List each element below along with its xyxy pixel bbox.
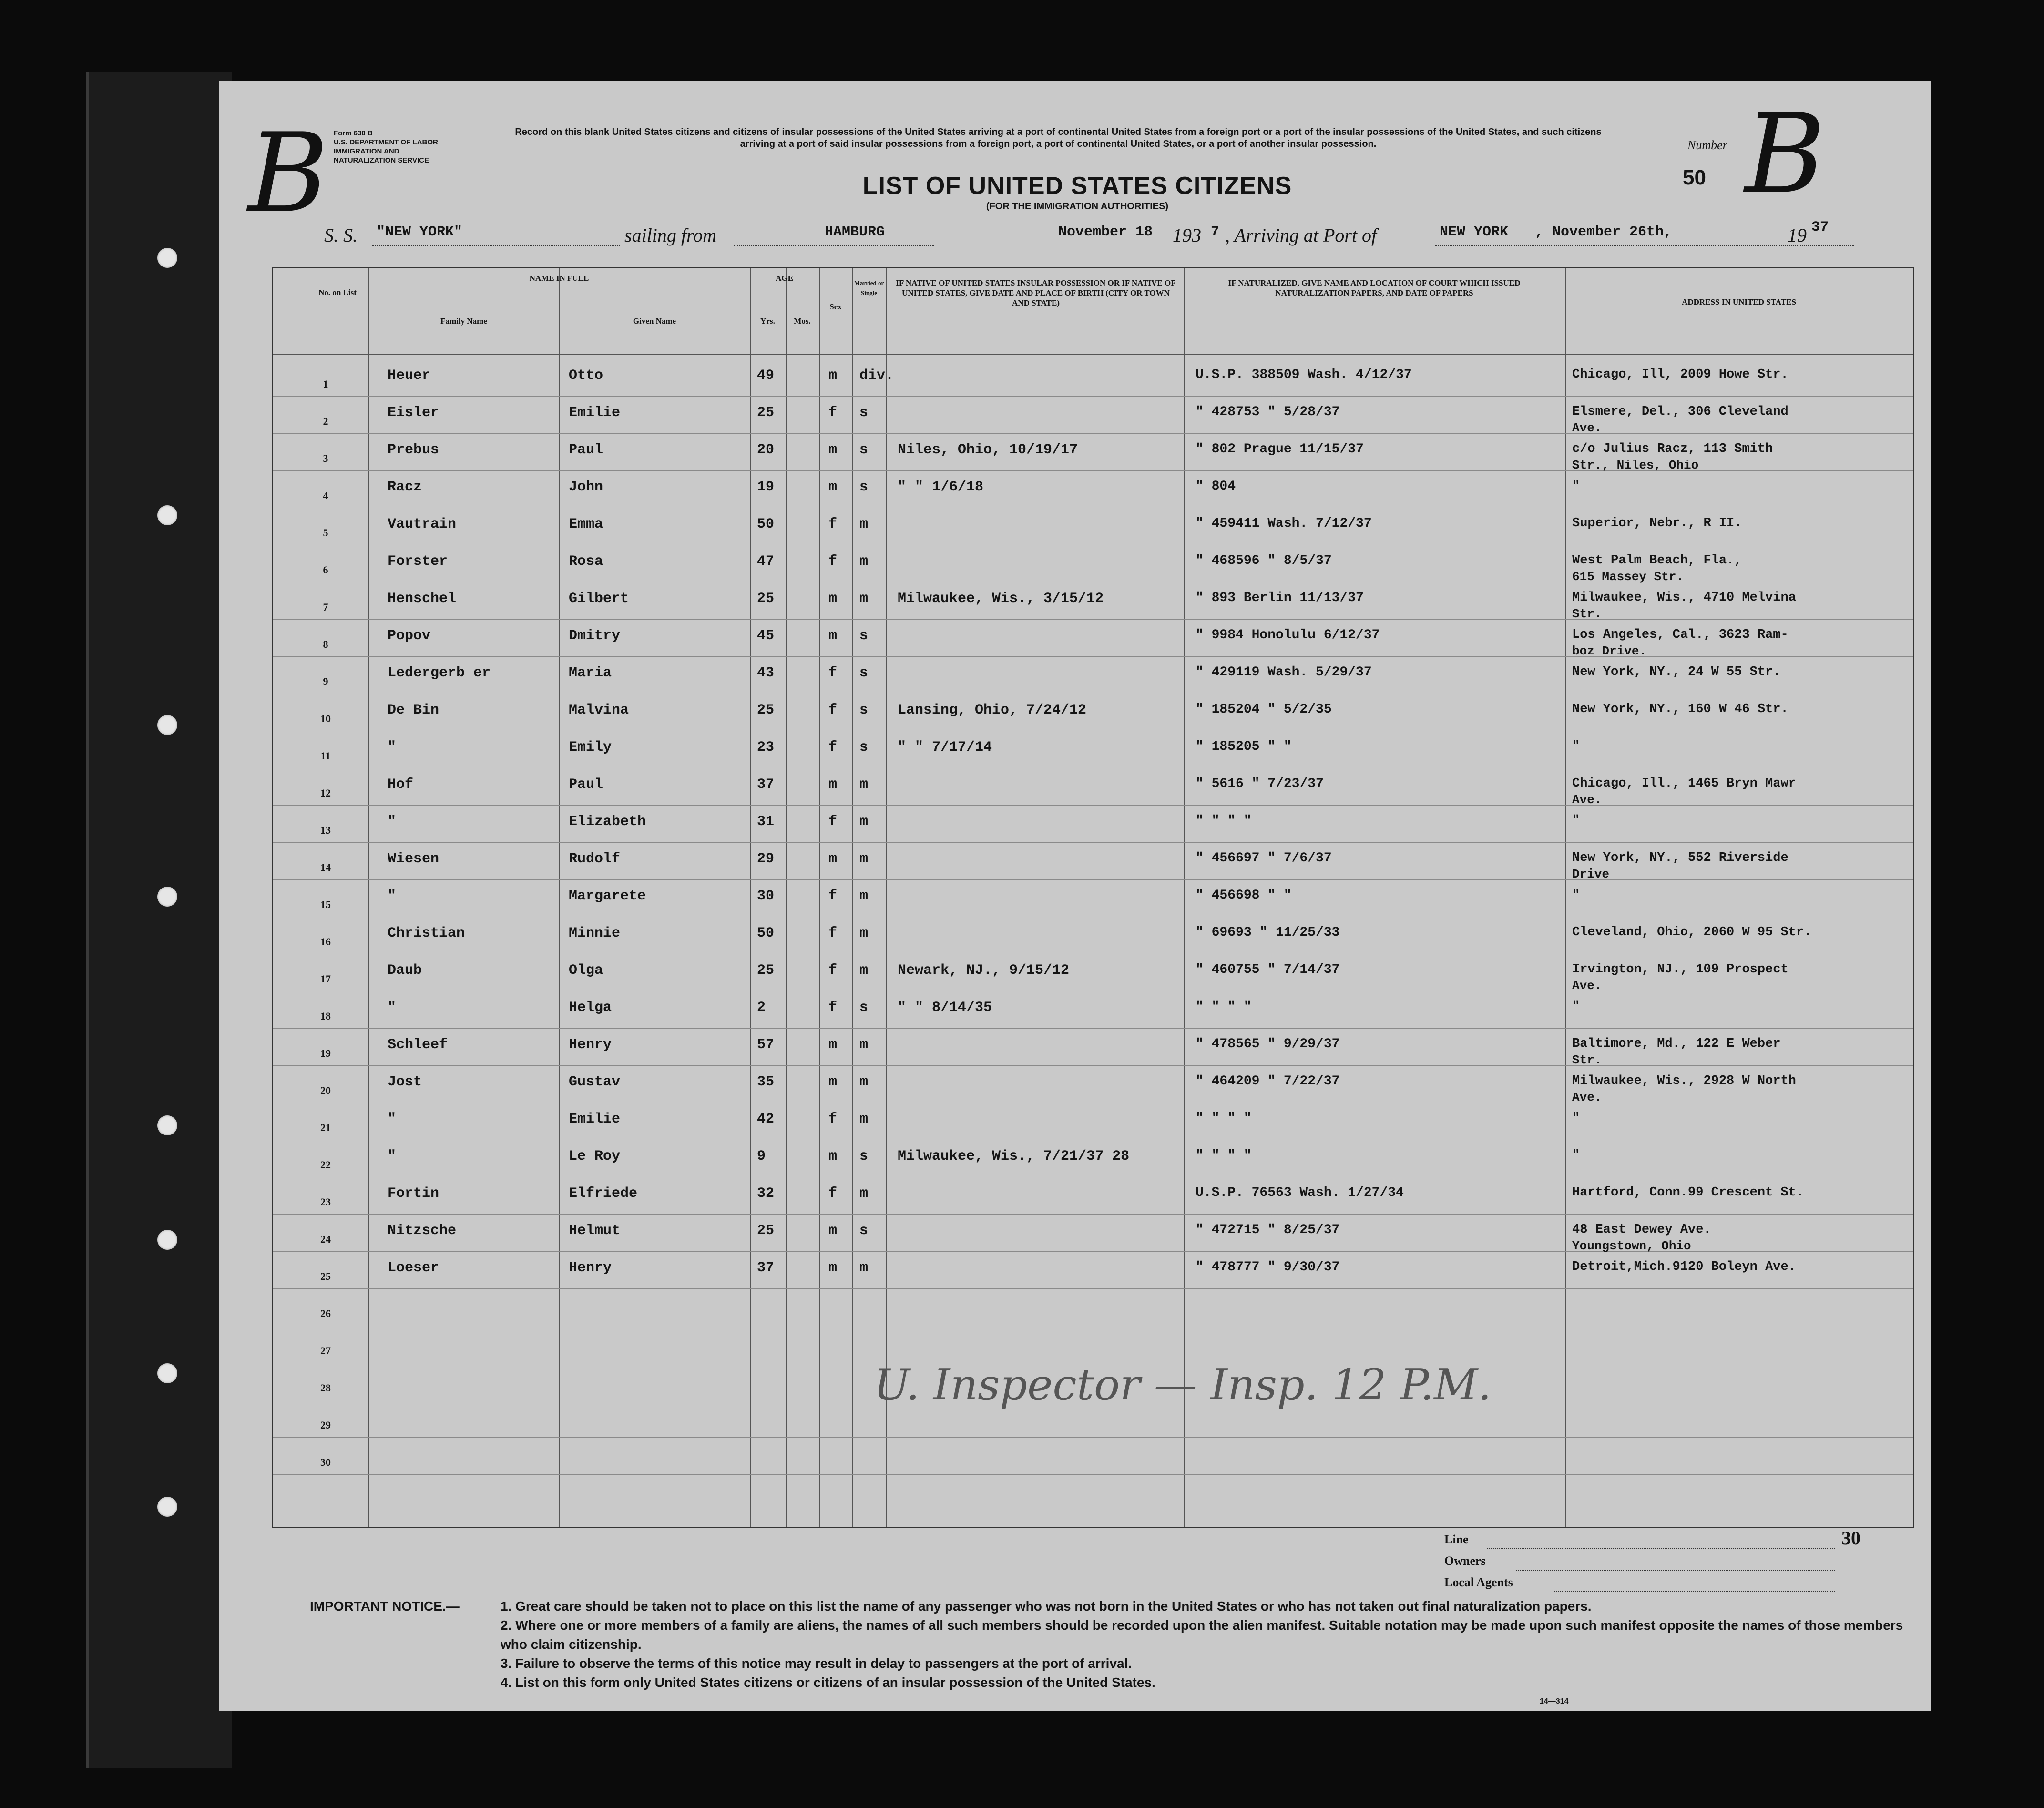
ruled-line <box>273 396 1913 397</box>
naturalization-cell: " 804 <box>1196 479 1236 494</box>
inspector-signature: U. Inspector — Insp. 12 P.M. <box>874 1360 1492 1410</box>
notice-item-4: 4. List on this form only United States citizens or citizens of an insular possession of the United States. <box>501 1675 1155 1690</box>
sailing-label: sailing from <box>624 225 716 246</box>
row-number: 17 <box>320 973 331 985</box>
notice-item-3: 3. Failure to observe the terms of this notice may result in delay to passengers at the port of arrival. <box>501 1656 1132 1671</box>
sex-cell: f <box>828 1185 838 1202</box>
notice-heading: IMPORTANT NOTICE.— <box>310 1599 460 1614</box>
given-name-cell: Emma <box>569 516 603 532</box>
family-name-cell: " <box>388 1111 397 1127</box>
arrival-date: , November 26th, <box>1535 224 1673 240</box>
address-cell: 48 East Dewey Ave. <box>1572 1223 1711 1237</box>
notice-item-1: 1. Great care should be taken not to place on this list the name of any passenger who was not born in the United States or who has not taken out final naturalization papers. <box>501 1599 1592 1614</box>
marital-status-cell: s <box>859 628 869 644</box>
form-letter-left: B <box>248 110 329 237</box>
family-name-cell: " <box>388 814 397 830</box>
family-name-cell: Vautrain <box>388 516 457 532</box>
marital-status-cell: m <box>859 553 869 570</box>
notice-item-2: 2. Where one or more members of a family are aliens, the names of all such members should be recorded upon the alien manifest. Suitable notation may be made upon such manifest opposite the names of those members who claim citizenship. <box>501 1618 1903 1652</box>
binder-hole <box>157 248 177 268</box>
given-name-cell: Henry <box>569 1260 612 1276</box>
family-name-cell: Daub <box>388 962 422 979</box>
ruled-line <box>273 1437 1913 1438</box>
naturalization-cell: " 185204 " 5/2/35 <box>1196 702 1332 717</box>
family-name-cell: Schleef <box>388 1037 448 1053</box>
naturalization-cell: " 9984 Honolulu 6/12/37 <box>1196 628 1380 643</box>
age-years-cell: 32 <box>757 1185 775 1202</box>
ruled-line <box>273 1214 1913 1215</box>
naturalization-cell: " 456698 " " <box>1196 888 1292 903</box>
family-name-cell: Forster <box>388 553 448 570</box>
family-name-cell: Racz <box>388 479 422 495</box>
naturalization-cell: " 464209 " 7/22/37 <box>1196 1074 1340 1089</box>
address-cell: New York, NY., 552 Riverside <box>1572 851 1788 865</box>
naturalization-cell: " 802 Prague 11/15/37 <box>1196 442 1364 457</box>
address-line2-cell: boz Drive. <box>1572 644 1647 658</box>
sex-cell: f <box>828 814 838 830</box>
address-line2-cell: Youngstown, Ohio <box>1572 1239 1691 1253</box>
col-age: AGE <box>776 274 793 283</box>
address-cell: " <box>1572 888 1580 902</box>
col-mos: Mos. <box>794 317 811 326</box>
age-years-cell: 45 <box>757 628 775 644</box>
family-name-cell: " <box>388 888 397 904</box>
sex-cell: m <box>828 776 838 793</box>
address-cell: Cleveland, Ohio, 2060 W 95 Str. <box>1572 925 1812 940</box>
address-cell: " <box>1572 1111 1580 1125</box>
address-cell: Hartford, Conn.99 Crescent St. <box>1572 1185 1804 1200</box>
family-name-cell: Ledergerb er <box>388 665 491 681</box>
age-years-cell: 25 <box>757 591 775 607</box>
marital-status-cell: m <box>859 962 869 979</box>
ruled-line <box>273 805 1913 806</box>
col-married: Married or Single <box>854 279 884 296</box>
sex-cell: f <box>828 1000 838 1016</box>
marital-status-cell: s <box>859 479 869 495</box>
given-name-cell: Emilie <box>569 1111 621 1127</box>
naturalization-cell: " 472715 " 8/25/37 <box>1196 1223 1340 1237</box>
address-cell: Detroit,Mich.9120 Boleyn Ave. <box>1572 1260 1796 1274</box>
marital-status-cell: m <box>859 888 869 904</box>
given-name-cell: Elfriede <box>569 1185 638 1202</box>
marital-status-cell: m <box>859 516 869 532</box>
col-family: Family Name <box>440 317 487 326</box>
naturalization-cell: " 468596 " 8/5/37 <box>1196 553 1332 568</box>
local-agents-label: Local Agents <box>1444 1575 1513 1589</box>
address-line2-cell: Str. <box>1572 1053 1602 1067</box>
address-line2-cell: Str., Niles, Ohio <box>1572 458 1699 472</box>
age-years-cell: 30 <box>757 888 775 904</box>
marital-status-cell: m <box>859 1037 869 1053</box>
birth-cell: " " 7/17/14 <box>898 739 992 756</box>
row-number: 14 <box>320 861 331 873</box>
sail-date: November 18 <box>1058 224 1153 240</box>
marital-status-cell: m <box>859 814 869 830</box>
marital-status-cell: s <box>859 739 869 756</box>
marital-status-cell: s <box>859 1148 869 1164</box>
marital-status-cell: s <box>859 1223 869 1239</box>
address-cell: c/o Julius Racz, 113 Smith <box>1572 442 1773 456</box>
ruled-line <box>273 656 1913 657</box>
sex-cell: f <box>828 405 838 421</box>
given-name-cell: Olga <box>569 962 603 979</box>
age-years-cell: 25 <box>757 405 775 421</box>
address-cell: Superior, Nebr., R II. <box>1572 516 1742 531</box>
age-years-cell: 29 <box>757 851 775 867</box>
age-years-cell: 25 <box>757 1223 775 1239</box>
family-name-cell: De Bin <box>388 702 439 718</box>
owners-label: Owners <box>1444 1554 1486 1568</box>
age-years-cell: 57 <box>757 1037 775 1053</box>
marital-status-cell: s <box>859 665 869 681</box>
given-name-cell: John <box>569 479 603 495</box>
age-years-cell: 25 <box>757 702 775 718</box>
given-name-cell: Malvina <box>569 702 629 718</box>
age-years-cell: 42 <box>757 1111 775 1127</box>
address-cell: " <box>1572 1000 1580 1014</box>
sex-cell: f <box>828 925 838 941</box>
record-note: Record on this blank United States citizens and citizens of insular possessions of the United States arriving at a port of continental United States from a foreign port or a port of the insular possessions of the United States, and such citizens arriving at a port of said insular possessions from a foreign port, a port of continental United States, or a port of another insular possession. <box>515 127 1602 149</box>
address-cell: West Palm Beach, Fla., <box>1572 553 1742 568</box>
sail-year: 7 <box>1211 224 1220 240</box>
sex-cell: m <box>828 442 838 458</box>
arrival-year-prefix: 19 <box>1788 225 1807 246</box>
age-years-cell: 35 <box>757 1074 775 1090</box>
naturalization-cell: " 456697 " 7/6/37 <box>1196 851 1332 866</box>
given-name-cell: Otto <box>569 368 603 384</box>
number-label: Number <box>1687 138 1727 152</box>
naturalization-cell: " 459411 Wash. 7/12/37 <box>1196 516 1372 531</box>
given-name-cell: Emilie <box>569 405 621 421</box>
row-number: 21 <box>320 1122 331 1134</box>
binder-strip <box>86 72 232 1768</box>
birth-cell: Milwaukee, Wis., 3/15/12 <box>898 591 1104 607</box>
given-name-cell: Gustav <box>569 1074 621 1090</box>
age-years-cell: 2 <box>757 1000 766 1016</box>
ruled-line <box>273 879 1913 880</box>
row-number: 3 <box>323 452 328 464</box>
port-underline <box>734 245 934 246</box>
address-cell: Milwaukee, Wis., 2928 W North <box>1572 1074 1796 1088</box>
given-name-cell: Helga <box>569 1000 612 1016</box>
family-name-cell: " <box>388 1148 397 1164</box>
sex-cell: m <box>828 1074 838 1090</box>
marital-status-cell: m <box>859 776 869 793</box>
age-years-cell: 9 <box>757 1148 766 1164</box>
sex-cell: m <box>828 1223 838 1239</box>
marital-status-cell: m <box>859 1260 869 1276</box>
sex-cell: f <box>828 553 838 570</box>
row-number: 2 <box>323 415 328 427</box>
address-line2-cell: Ave. <box>1572 421 1602 435</box>
page-title: LIST OF UNITED STATES CITIZENS <box>862 172 1292 200</box>
address-cell: Baltimore, Md., 122 E Weber <box>1572 1037 1781 1051</box>
sex-cell: f <box>828 516 838 532</box>
address-cell: " <box>1572 1148 1580 1163</box>
row-number: 4 <box>323 490 328 501</box>
sex-cell: f <box>828 665 838 681</box>
given-name-cell: Paul <box>569 776 603 793</box>
family-name-cell: Nitzsche <box>388 1223 457 1239</box>
family-name-cell: Jost <box>388 1074 422 1090</box>
col-given: Given Name <box>633 317 676 326</box>
sex-cell: m <box>828 851 838 867</box>
address-line2-cell: Ave. <box>1572 979 1602 993</box>
family-name-cell: " <box>388 1000 397 1016</box>
address-cell: Chicago, Ill, 2009 Howe Str. <box>1572 368 1788 382</box>
age-years-cell: 50 <box>757 925 775 941</box>
page-subtitle: (FOR THE IMMIGRATION AUTHORITIES) <box>986 201 1169 212</box>
marital-status-cell: s <box>859 405 869 421</box>
binder-hole <box>157 505 177 525</box>
row-number: 29 <box>320 1419 331 1431</box>
naturalization-cell: " 893 Berlin 11/13/37 <box>1196 591 1364 605</box>
family-name-cell: Popov <box>388 628 431 644</box>
birth-cell: Newark, NJ., 9/15/12 <box>898 962 1070 979</box>
family-name-cell: Christian <box>388 925 465 941</box>
row-number: 1 <box>323 378 328 390</box>
birth-cell: Milwaukee, Wis., 7/21/37 28 <box>898 1148 1130 1164</box>
address-cell: " <box>1572 479 1580 493</box>
naturalization-cell: U.S.P. 76563 Wash. 1/27/34 <box>1196 1185 1404 1200</box>
naturalization-cell: " 429119 Wash. 5/29/37 <box>1196 665 1372 680</box>
family-name-cell: Wiesen <box>388 851 439 867</box>
age-years-cell: 19 <box>757 479 775 495</box>
col-address: ADDRESS IN UNITED STATES <box>1682 297 1796 306</box>
given-name-cell: Maria <box>569 665 612 681</box>
given-name-cell: Gilbert <box>569 591 629 607</box>
line-label: Line <box>1444 1532 1469 1546</box>
family-name-cell: Heuer <box>388 368 431 384</box>
age-years-cell: 25 <box>757 962 775 979</box>
address-line2-cell: 615 Massey Str. <box>1572 570 1684 584</box>
row-number: 7 <box>323 601 328 613</box>
row-number: 15 <box>320 899 331 910</box>
sex-cell: m <box>828 479 838 495</box>
given-name-cell: Elizabeth <box>569 814 646 830</box>
row-number: 11 <box>320 750 331 762</box>
col-naturalized: IF NATURALIZED, GIVE NAME AND LOCATION OF COURT WHICH ISSUED NATURALIZATION PAPERS, AND DATE OF PAPERS <box>1228 278 1521 297</box>
birth-cell: " " 1/6/18 <box>898 479 984 495</box>
naturalization-cell: " " " " <box>1196 814 1252 828</box>
family-name-cell: Fortin <box>388 1185 439 1202</box>
family-name-cell: Prebus <box>388 442 439 458</box>
binder-hole <box>157 1230 177 1250</box>
binder-hole <box>157 1363 177 1383</box>
arrival-year: 37 <box>1811 219 1829 235</box>
marital-status-cell: m <box>859 1111 869 1127</box>
marital-status-cell: s <box>859 442 869 458</box>
family-name-cell: " <box>388 739 397 756</box>
naturalization-cell: " 478565 " 9/29/37 <box>1196 1037 1340 1052</box>
ruled-line <box>273 433 1913 434</box>
age-years-cell: 23 <box>757 739 775 756</box>
form-letter-right: B <box>1745 91 1826 218</box>
naturalization-cell: " 428753 " 5/28/37 <box>1196 405 1340 419</box>
form-id: Form 630 B U.S. DEPARTMENT OF LABOR IMMIGRATION AND NATURALIZATION SERVICE <box>334 129 438 164</box>
binder-hole <box>157 715 177 735</box>
naturalization-cell: " 185205 " " <box>1196 739 1292 754</box>
given-name-cell: Rosa <box>569 553 603 570</box>
binder-hole <box>157 1115 177 1135</box>
address-cell: Los Angeles, Cal., 3623 Ram- <box>1572 628 1788 642</box>
manifest-page <box>219 81 1931 1711</box>
sail-year-prefix: 193 <box>1173 225 1201 246</box>
row-number: 16 <box>320 936 331 948</box>
given-name-cell: Margarete <box>569 888 646 904</box>
marital-status-cell: m <box>859 1074 869 1090</box>
address-line2-cell: Str. <box>1572 607 1602 621</box>
row-number: 27 <box>320 1345 331 1357</box>
naturalization-cell: " 460755 " 7/14/37 <box>1196 962 1340 977</box>
family-name-cell: Eisler <box>388 405 439 421</box>
age-years-cell: 43 <box>757 665 775 681</box>
row-number: 24 <box>320 1233 331 1245</box>
age-years-cell: 37 <box>757 776 775 793</box>
sex-cell: f <box>828 739 838 756</box>
form-code: 14—314 <box>1540 1697 1569 1706</box>
row-number: 28 <box>320 1382 331 1394</box>
ruled-line <box>273 619 1913 620</box>
birth-cell: " " 8/14/35 <box>898 1000 992 1016</box>
naturalization-cell: U.S.P. 388509 Wash. 4/12/37 <box>1196 368 1412 382</box>
col-sex: Sex <box>829 302 842 311</box>
from-port: HAMBURG <box>825 224 885 240</box>
naturalization-cell: " 69693 " 11/25/33 <box>1196 925 1340 940</box>
col-birth: IF NATIVE OF UNITED STATES INSULAR POSSESSION OR IF NATIVE OF UNITED STATES, GIVE DATE AND PLACE OF BIRTH (CITY OR TOWN AND STATE) <box>896 278 1176 307</box>
given-name-cell: Emily <box>569 739 612 756</box>
arriving-label: , Arriving at Port of <box>1225 225 1377 246</box>
list-number: 50 <box>1683 166 1706 189</box>
binder-hole <box>157 887 177 907</box>
naturalization-cell: " " " " <box>1196 1111 1252 1126</box>
given-name-cell: Dmitry <box>569 628 621 644</box>
row-number: 8 <box>323 638 328 650</box>
family-name-cell: Henschel <box>388 591 457 607</box>
row-number: 13 <box>320 824 331 836</box>
sex-cell: m <box>828 628 838 644</box>
sex-cell: f <box>828 888 838 904</box>
address-cell: New York, NY., 24 W 55 Str. <box>1572 665 1781 679</box>
given-name-cell: Helmut <box>569 1223 621 1239</box>
ruled-line <box>273 1028 1913 1029</box>
ship-name: "NEW YORK" <box>377 224 463 240</box>
naturalization-cell: " " " " <box>1196 1148 1252 1163</box>
sex-cell: f <box>828 702 838 718</box>
row-number: 20 <box>320 1084 331 1096</box>
age-years-cell: 49 <box>757 368 775 384</box>
col-yrs: Yrs. <box>760 317 775 326</box>
family-name-cell: Loeser <box>388 1260 439 1276</box>
given-name-cell: Paul <box>569 442 603 458</box>
row-number: 22 <box>320 1159 331 1171</box>
ruled-line <box>273 842 1913 843</box>
given-name-cell: Minnie <box>569 925 621 941</box>
row-number: 30 <box>320 1456 331 1468</box>
row-number: 10 <box>320 713 331 725</box>
marital-status-cell: m <box>859 591 869 607</box>
row-number: 25 <box>320 1270 331 1282</box>
marital-status-cell: s <box>859 1000 869 1016</box>
row-number: 19 <box>320 1047 331 1059</box>
row-number: 18 <box>320 1010 331 1022</box>
address-cell: " <box>1572 814 1580 828</box>
row-number: 12 <box>320 787 331 799</box>
ship-underline <box>372 245 620 246</box>
address-cell: Chicago, Ill., 1465 Bryn Mawr <box>1572 776 1796 791</box>
naturalization-cell: " 478777 " 9/30/37 <box>1196 1260 1340 1275</box>
address-cell: Elsmere, Del., 306 Cleveland <box>1572 405 1788 419</box>
naturalization-cell: " " " " <box>1196 1000 1252 1014</box>
given-name-cell: Le Roy <box>569 1148 621 1164</box>
col-name-in-full: NAME IN FULL <box>529 274 589 283</box>
marital-status-cell: div. <box>859 368 894 384</box>
sex-cell: m <box>828 1148 838 1164</box>
important-notice <box>310 1597 1931 1706</box>
ruled-line <box>273 1065 1913 1066</box>
age-years-cell: 20 <box>757 442 775 458</box>
birth-cell: Lansing, Ohio, 7/24/12 <box>898 702 1087 718</box>
address-line2-cell: Ave. <box>1572 1090 1602 1104</box>
address-cell: New York, NY., 160 W 46 Str. <box>1572 702 1788 716</box>
row-number: 9 <box>323 675 328 687</box>
ruled-line <box>273 1288 1913 1289</box>
col-no: No. on List <box>318 288 357 297</box>
address-cell: Milwaukee, Wis., 4710 Melvina <box>1572 591 1796 605</box>
sex-cell: m <box>828 1260 838 1276</box>
marital-status-cell: m <box>859 925 869 941</box>
age-years-cell: 47 <box>757 553 775 570</box>
page-number: 30 <box>1841 1527 1860 1549</box>
marital-status-cell: m <box>859 1185 869 1202</box>
sex-cell: m <box>828 591 838 607</box>
ruled-line <box>273 1474 1913 1475</box>
given-name-cell: Henry <box>569 1037 612 1053</box>
family-name-cell: Hof <box>388 776 414 793</box>
row-number: 6 <box>323 564 328 576</box>
binder-hole <box>157 1497 177 1517</box>
ss-label: S. S. <box>324 225 358 246</box>
address-line2-cell: Drive <box>1572 867 1610 881</box>
address-line2-cell: Ave. <box>1572 793 1602 807</box>
age-years-cell: 31 <box>757 814 775 830</box>
arrival-port: NEW YORK <box>1440 224 1509 240</box>
sex-cell: m <box>828 368 838 384</box>
row-number: 23 <box>320 1196 331 1208</box>
marital-status-cell: s <box>859 702 869 718</box>
given-name-cell: Rudolf <box>569 851 621 867</box>
marital-status-cell: m <box>859 851 869 867</box>
row-number: 26 <box>320 1307 331 1319</box>
address-cell: " <box>1572 739 1580 754</box>
sex-cell: m <box>828 1037 838 1053</box>
sex-cell: f <box>828 962 838 979</box>
row-number: 5 <box>323 527 328 539</box>
age-years-cell: 50 <box>757 516 775 532</box>
age-years-cell: 37 <box>757 1260 775 1276</box>
naturalization-cell: " 5616 " 7/23/37 <box>1196 776 1324 791</box>
address-cell: Irvington, NJ., 109 Prospect <box>1572 962 1788 977</box>
birth-cell: Niles, Ohio, 10/19/17 <box>898 442 1078 458</box>
sex-cell: f <box>828 1111 838 1127</box>
